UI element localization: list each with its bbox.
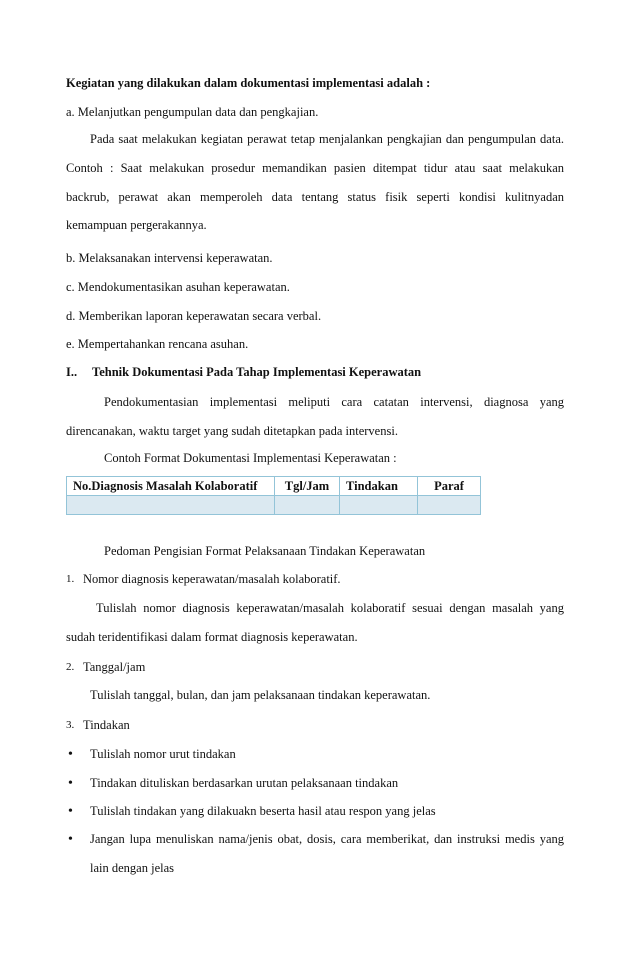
table-header-date: Tgl/Jam (275, 477, 340, 496)
guide-1-para-line-1: Tulislah nomor diagnosis keperawatan/masalah kolaboratif sesuai dengan masalah yang (96, 601, 564, 615)
bullet-icon: • (68, 832, 73, 847)
guide-3-title: Tindakan (83, 718, 130, 732)
heading: Kegiatan yang dilakukan dalam dokumentasi implementasi adalah : (66, 76, 431, 90)
item-b: b. Melaksanakan intervensi keperawatan. (66, 251, 273, 265)
section-para-line-2: direncanakan, waktu target yang sudah ditetapkan pada intervensi. (66, 424, 398, 438)
guide-1-para-line-2: sudah teridentifikasi dalam format diagnosis keperawatan. (66, 630, 358, 644)
item-a: a. Melanjutkan pengumpulan data dan pengkajian. (66, 105, 319, 119)
bullet-item-4-continued: lain dengan jelas (90, 861, 174, 875)
guide-1-number: 1. (66, 573, 75, 585)
example-label: Contoh Format Dokumentasi Implementasi Keperawatan : (104, 451, 397, 465)
table-header-diagnosis: No.Diagnosis Masalah Kolaboratif (67, 477, 275, 496)
item-c: c. Mendokumentasikan asuhan keperawatan. (66, 280, 290, 294)
guide-2-para: Tulislah tanggal, bulan, dan jam pelaksanaan tindakan keperawatan. (90, 688, 431, 702)
bullet-icon: • (68, 747, 73, 762)
item-d: d. Memberikan laporan keperawatan secara verbal. (66, 309, 322, 323)
section-number: I.. (66, 365, 78, 379)
table-cell (418, 496, 481, 515)
bullet-icon: • (68, 776, 73, 791)
bullet-icon: • (68, 804, 73, 819)
guide-2-number: 2. (66, 661, 75, 673)
item-e: e. Mempertahankan rencana asuhan. (66, 337, 249, 351)
guide-title: Pedoman Pengisian Format Pelaksanaan Tindakan Keperawatan (104, 544, 426, 558)
table-header-paraf: Paraf (418, 477, 481, 496)
table-header-row (67, 477, 481, 496)
para-a-line-2: Contoh : Saat melakukan prosedur memandikan pasien ditempat tidur atau saat melakukan (66, 161, 564, 175)
table-cell (275, 496, 340, 515)
section-title: Tehnik Dokumentasi Pada Tahap Implementasi Keperawatan (92, 365, 422, 379)
guide-2-title: Tanggal/jam (83, 660, 146, 674)
bullet-item-4: Jangan lupa menuliskan nama/jenis obat, dosis, cara memberikat, dan instruksi medis yang (90, 832, 564, 846)
format-table (66, 476, 481, 515)
para-a-line-4: kemampuan pergerakannya. (66, 218, 207, 232)
para-a-line-1: Pada saat melakukan kegiatan perawat tetap menjalankan pengkajian dan pengumpulan data. (90, 132, 564, 146)
para-a-line-3: backrub, perawat akan memperoleh data tentang status fisik seperti kondisi kulitnyadan (66, 190, 564, 204)
section-para-line-1: Pendokumentasian implementasi meliputi cara catatan intervensi, diagnosa yang (104, 395, 564, 409)
table-cell (340, 496, 418, 515)
bullet-item-2: Tindakan dituliskan berdasarkan urutan pelaksanaan tindakan (90, 776, 399, 790)
bullet-item-1: Tulislah nomor urut tindakan (90, 747, 236, 761)
bullet-item-3: Tulislah tindakan yang dilakuakn beserta hasil atau respon yang jelas (90, 804, 436, 818)
guide-3-number: 3. (66, 719, 75, 731)
guide-1-title: Nomor diagnosis keperawatan/masalah kolaboratif. (83, 572, 341, 586)
table-cell (67, 496, 275, 515)
table-row (67, 496, 481, 515)
table-header-action: Tindakan (340, 477, 418, 496)
